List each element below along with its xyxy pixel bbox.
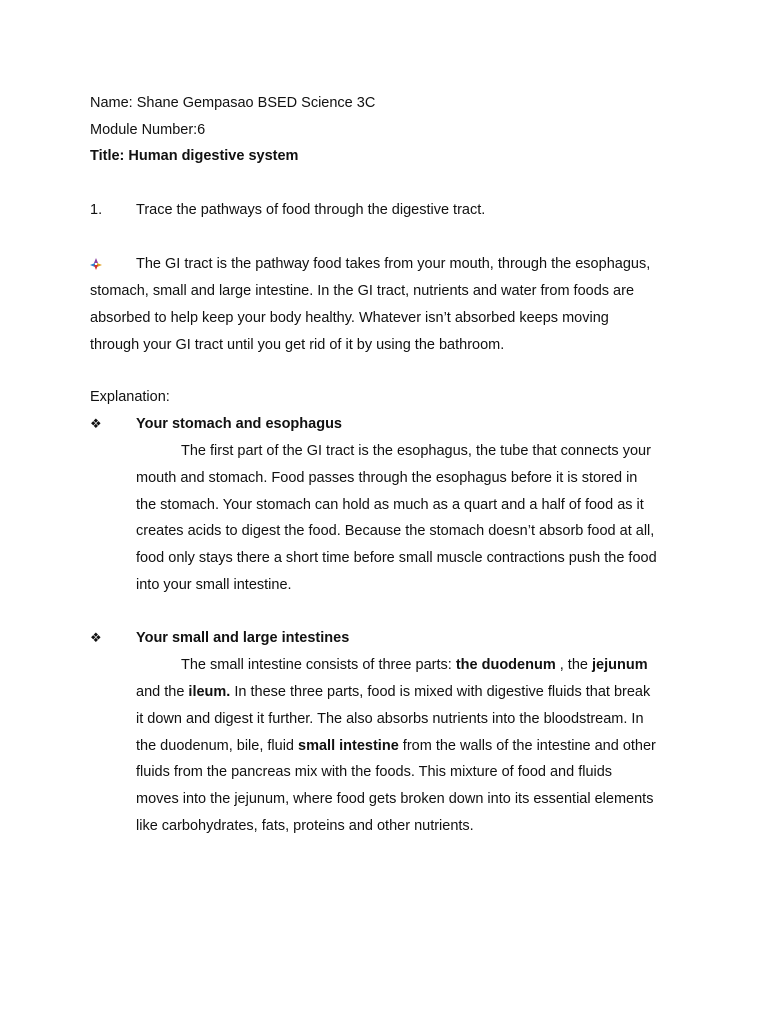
answer-line: absorbed to help keep your body healthy. Whatever isn’t absorbed keeps moving [90,310,609,326]
section-line: into your small intestine. [136,577,292,593]
section-heading: Your stomach and esophagus [136,416,342,432]
section-line [136,683,650,701]
title-value: Human digestive system [128,148,299,164]
text-run: In these three parts, food is mixed with digestive fluids that break [230,684,651,700]
section-heading: Your small and large intestines [136,630,350,646]
term-small-intestine: small intestine [298,738,399,754]
text-run: from the walls of the intestine and other [398,738,656,754]
document-title [90,147,298,165]
student-name: Name: Shane Gempasao BSED Science 3C [90,95,376,111]
section-line: creates acids to digest the food. Because the stomach doesn’t absorb food at all, [136,523,655,539]
text-run: The small intestine consists of three parts: [181,657,456,673]
section-line [136,737,656,755]
answer-line: stomach, small and large intestine. In the GI tract, nutrients and water from foods are [90,283,635,299]
answer-line: The GI tract is the pathway food takes from your mouth, through the esophagus, [136,256,651,272]
term-jejunum: jejunum [592,657,648,673]
section-line [181,656,648,674]
diamond-bullet-icon: ❖ [90,416,102,431]
section-line: like carbohydrates, fats, proteins and other nutrients. [136,818,474,834]
term-duodenum: the duodenum [455,657,556,673]
answer-line: through your GI tract until you get rid of it by using the bathroom. [90,337,505,353]
section-line: The first part of the GI tract is the esophagus, the tube that connects your [181,443,651,459]
text-run: , the [555,657,592,673]
section-line: the stomach. Your stomach can hold as much as a quart and a half of food as it [136,497,644,513]
explanation-label: Explanation: [90,389,170,405]
text-run: the duodenum, bile, fluid [136,738,299,754]
term-ileum: ileum. [188,684,231,700]
section-line: moves into the jejunum, where food gets broken down into its essential elements [136,791,654,807]
section-line: mouth and stomach. Food passes through the esophagus before it is stored in [136,470,638,486]
question-number: 1. [90,202,103,218]
section-line: fluids from the pancreas mix with the foods. This mixture of food and fluids [136,764,613,780]
title-label: Title: [90,148,129,164]
section-line: it down and digest it further. The also absorbs nutrients into the bloodstream. In [136,711,644,727]
text-run: and the [136,684,189,700]
question-text: Trace the pathways of food through the digestive tract. [136,202,486,218]
diamond-bullet-icon: ❖ [90,630,102,645]
arrow-bullet-icon [90,258,102,270]
module-number: Module Number:6 [90,122,206,138]
section-line: food only stays there a short time before small muscle contractions push the food [136,550,657,566]
